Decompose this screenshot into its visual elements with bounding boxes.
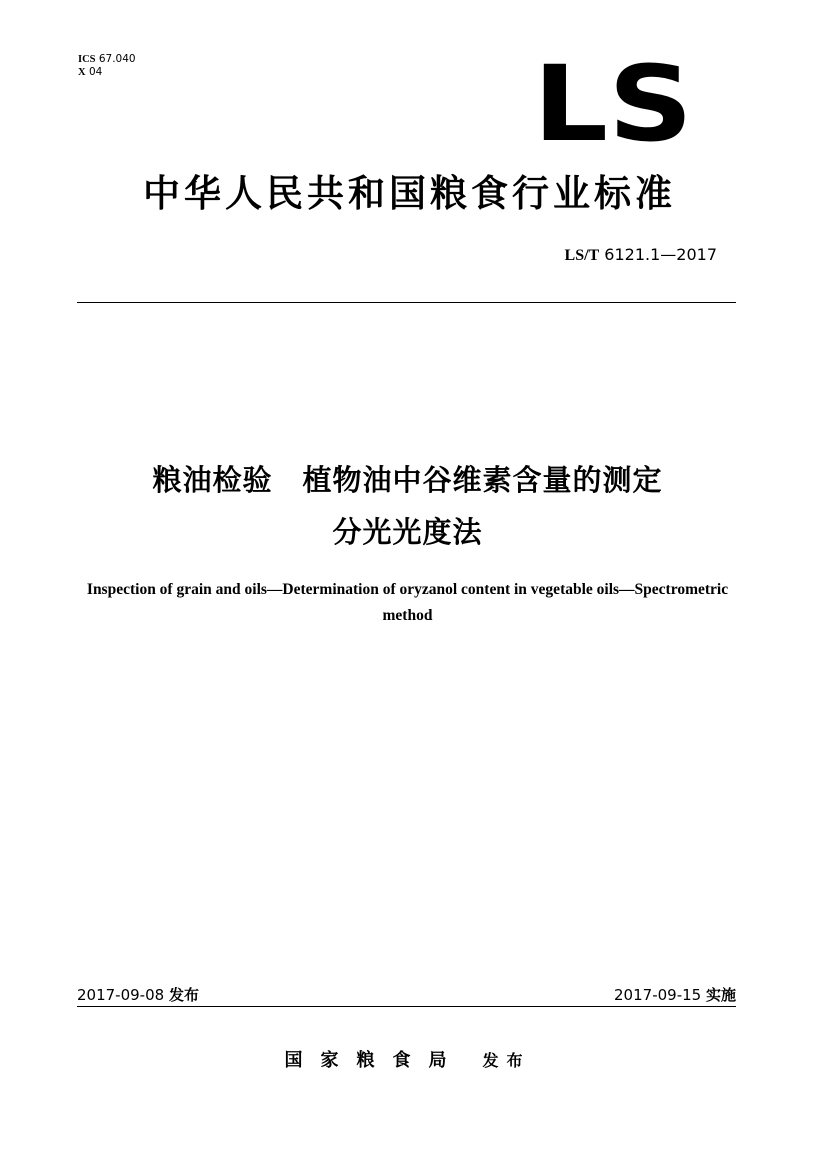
title-cn-line1: 粮油检验 植物油中谷维素含量的测定 xyxy=(152,463,663,497)
divider-bottom xyxy=(77,1006,736,1007)
ccs-code: X 04 xyxy=(78,66,103,78)
svg-text:LS: LS xyxy=(533,62,693,142)
issue-date: 2017-09-08 发布 xyxy=(77,986,199,1004)
classification-codes xyxy=(78,53,136,79)
divider-top xyxy=(77,302,736,303)
title-en: Inspection of grain and oils—Determination of oryzanol content in vegetable oils—Spectrometric method xyxy=(86,581,729,624)
title-cn-line2: 分光光度法 xyxy=(332,515,483,549)
ics-code: ICS 67.040 xyxy=(78,53,136,65)
standard-number: LS/T 6121.1—2017 xyxy=(564,245,717,264)
issuer xyxy=(0,1046,815,1072)
issuer-name: 国家粮食局 xyxy=(284,1050,465,1071)
issuer-action: 发布 xyxy=(482,1051,531,1070)
implementation-date: 2017-09-15 实施 xyxy=(614,986,736,1004)
ls-logo xyxy=(531,62,695,142)
organization-title: 中华人民共和国粮食行业标准 xyxy=(143,172,676,215)
